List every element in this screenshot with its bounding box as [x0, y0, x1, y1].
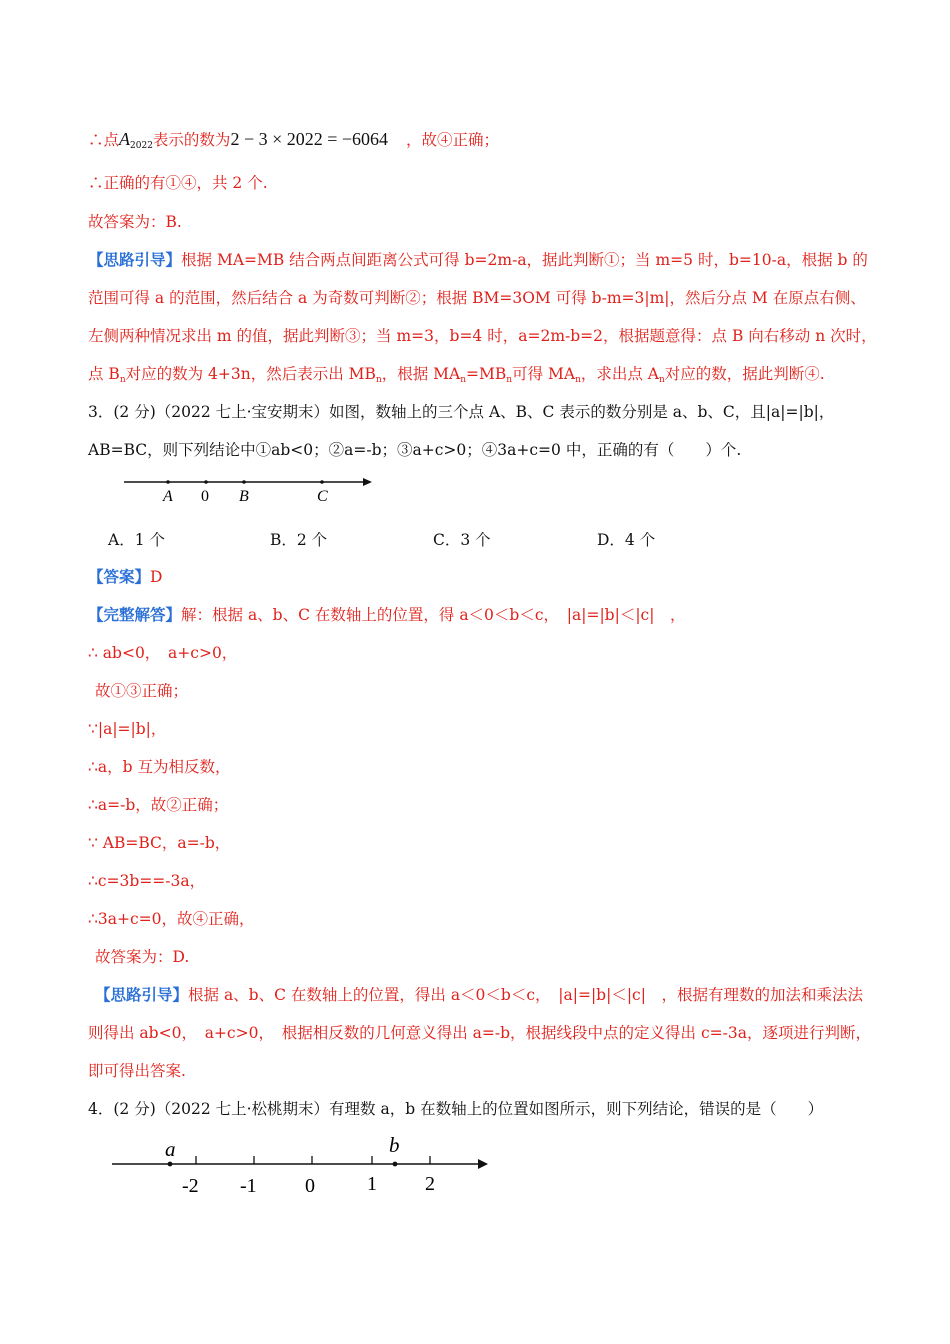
hint1-row1-text: 根据 MA=MB 结合两点间距离公式可得 b=2m-a，据此判断①；当 m=5 时，b=10-a，根据 b 的 — [181, 251, 868, 269]
answer-tag: 【答案】 — [88, 567, 151, 586]
axis-label-0: 0 — [201, 488, 209, 505]
hint1-row-3: 左侧两种情况求出 m 的值，据此判断③；当 m=3，b=4 时，a=2m-b=2，根据题意得：点 B 向右移动 n 次时， — [88, 327, 877, 345]
hint1-row-4 — [88, 364, 825, 390]
subscript-n: n — [460, 375, 467, 385]
tick-label-1: 1 — [367, 1173, 377, 1195]
hint1-r4a: 点 B — [88, 365, 120, 383]
tick-label-neg1: -1 — [240, 1175, 257, 1197]
point-label-a: a — [165, 1137, 176, 1161]
number-line-q4 — [108, 1132, 498, 1200]
solution-row-6: ∴a=-b，故②正确； — [88, 796, 229, 814]
tick-label-neg2: -2 — [182, 1175, 199, 1197]
hint1-r4b: 对应的数为 4+3n，然后表示出 MB — [125, 365, 376, 383]
point-a — [168, 1162, 173, 1167]
question3-row-2: AB=BC，则下列结论中①ab<0；②a=-b；③a+c>0；④3a+c=0 中，正确的有（ ）个. — [88, 441, 742, 459]
math-expression: 2 − 3 × 2022 = −6064 — [230, 129, 389, 149]
text-therefore-point: ∴点 — [88, 131, 120, 149]
axis-label-A: A — [163, 488, 173, 505]
tick-label-2: 2 — [425, 1173, 435, 1195]
subscript-n: n — [659, 375, 665, 385]
answer-value: D — [150, 568, 163, 586]
answer-row — [88, 567, 162, 587]
axis-label-C: C — [317, 488, 328, 505]
solution-row-3: 故①③正确； — [95, 682, 189, 700]
subscript-n: n — [119, 375, 126, 385]
hint1-tag: 【思路引导】 — [88, 250, 182, 269]
option-d[interactable]: D．4 个 — [597, 531, 656, 549]
solution-row-7: ∵ AB=BC，a=-b， — [88, 834, 231, 852]
solution-row-10: 故答案为：D. — [95, 948, 190, 966]
solution-row-2: ∴ ab<0， a+c>0， — [88, 644, 238, 662]
question4-row-1: 4．(2 分)（2022 七上·松桃期末）有理数 a，b 在数轴上的位置如图所示，则下列结论，错误的是（ ） — [88, 1100, 824, 1118]
answer-line-b: 故答案为：B. — [88, 213, 182, 231]
hint1-r4g: 对应的数，据此判断④. — [664, 365, 825, 383]
hint1-r4d: =MB — [466, 365, 507, 383]
axis-label-B: B — [239, 488, 249, 505]
point-label-b: b — [389, 1133, 400, 1157]
solution-row-8: ∴c=3b==-3a， — [88, 872, 206, 890]
subscript-n: n — [575, 375, 581, 385]
solution-tag: 【完整解答】 — [88, 605, 182, 624]
text-represents: 表示的数为 — [152, 131, 231, 149]
hint1-r4c: ，根据 MA — [381, 365, 461, 383]
text-suffix: ，故④正确； — [406, 131, 500, 149]
hint1-r4f: ，求出点 A — [580, 365, 659, 383]
solution-row-5: ∴a，b 互为相反数， — [88, 758, 231, 776]
conclusion-line-2: ∴正确的有①④，共 2 个. — [88, 174, 268, 192]
hint2-row-3: 即可得出答案. — [88, 1062, 186, 1080]
math-subscript-2022: 2022 — [130, 141, 153, 151]
hint1-r4e: 可得 MA — [512, 365, 576, 383]
option-a[interactable]: A．1 个 — [108, 531, 165, 549]
number-line-q3 — [120, 472, 380, 506]
question3-row-1: 3．(2 分)（2022 七上·宝安期末）如图，数轴上的三个点 A、B、C 表示的数分别是 a、b、C，且|a|=|b|， — [88, 403, 835, 421]
subscript-n: n — [506, 375, 513, 385]
option-b[interactable]: B．2 个 — [270, 531, 328, 549]
conclusion-line-1 — [88, 129, 499, 156]
math-A: A — [119, 129, 131, 149]
solution-row1-text: 解：根据 a、b、C 在数轴上的位置，得 a＜0＜b＜c， |a|=|b|＜|c| ， — [181, 606, 686, 624]
solution-row-1 — [88, 605, 685, 625]
hint2-row1-text: 根据 a、b、C 在数轴上的位置，得出 a＜0＜b＜c， |a|=|b|＜|c| ，根据有理数的加法和乘法法 — [188, 986, 863, 1004]
hint1-row-2: 范围可得 a 的范围，然后结合 a 为奇数可判断②；根据 BM=3OM 可得 b-m=3|m|，然后分点 M 在原点右侧、 — [88, 289, 866, 307]
option-c[interactable]: C．3 个 — [433, 531, 491, 549]
hint2-tag: 【思路引导】 — [95, 985, 189, 1004]
hint2-row-1 — [95, 985, 863, 1005]
tick-label-0: 0 — [305, 1175, 315, 1197]
solution-row-9: ∴3a+c=0，故④正确， — [88, 910, 255, 928]
hint2-row-2: 则得出 ab<0， a+c>0， 根据相反数的几何意义得出 a=-b，根据线段中点的定义得出 c=-3a，逐项进行判断， — [88, 1024, 871, 1042]
point-b — [393, 1162, 398, 1167]
subscript-n: n — [375, 375, 382, 385]
solution-row-4: ∵|a|=|b|， — [88, 720, 167, 738]
hint1-row-1 — [88, 250, 868, 270]
